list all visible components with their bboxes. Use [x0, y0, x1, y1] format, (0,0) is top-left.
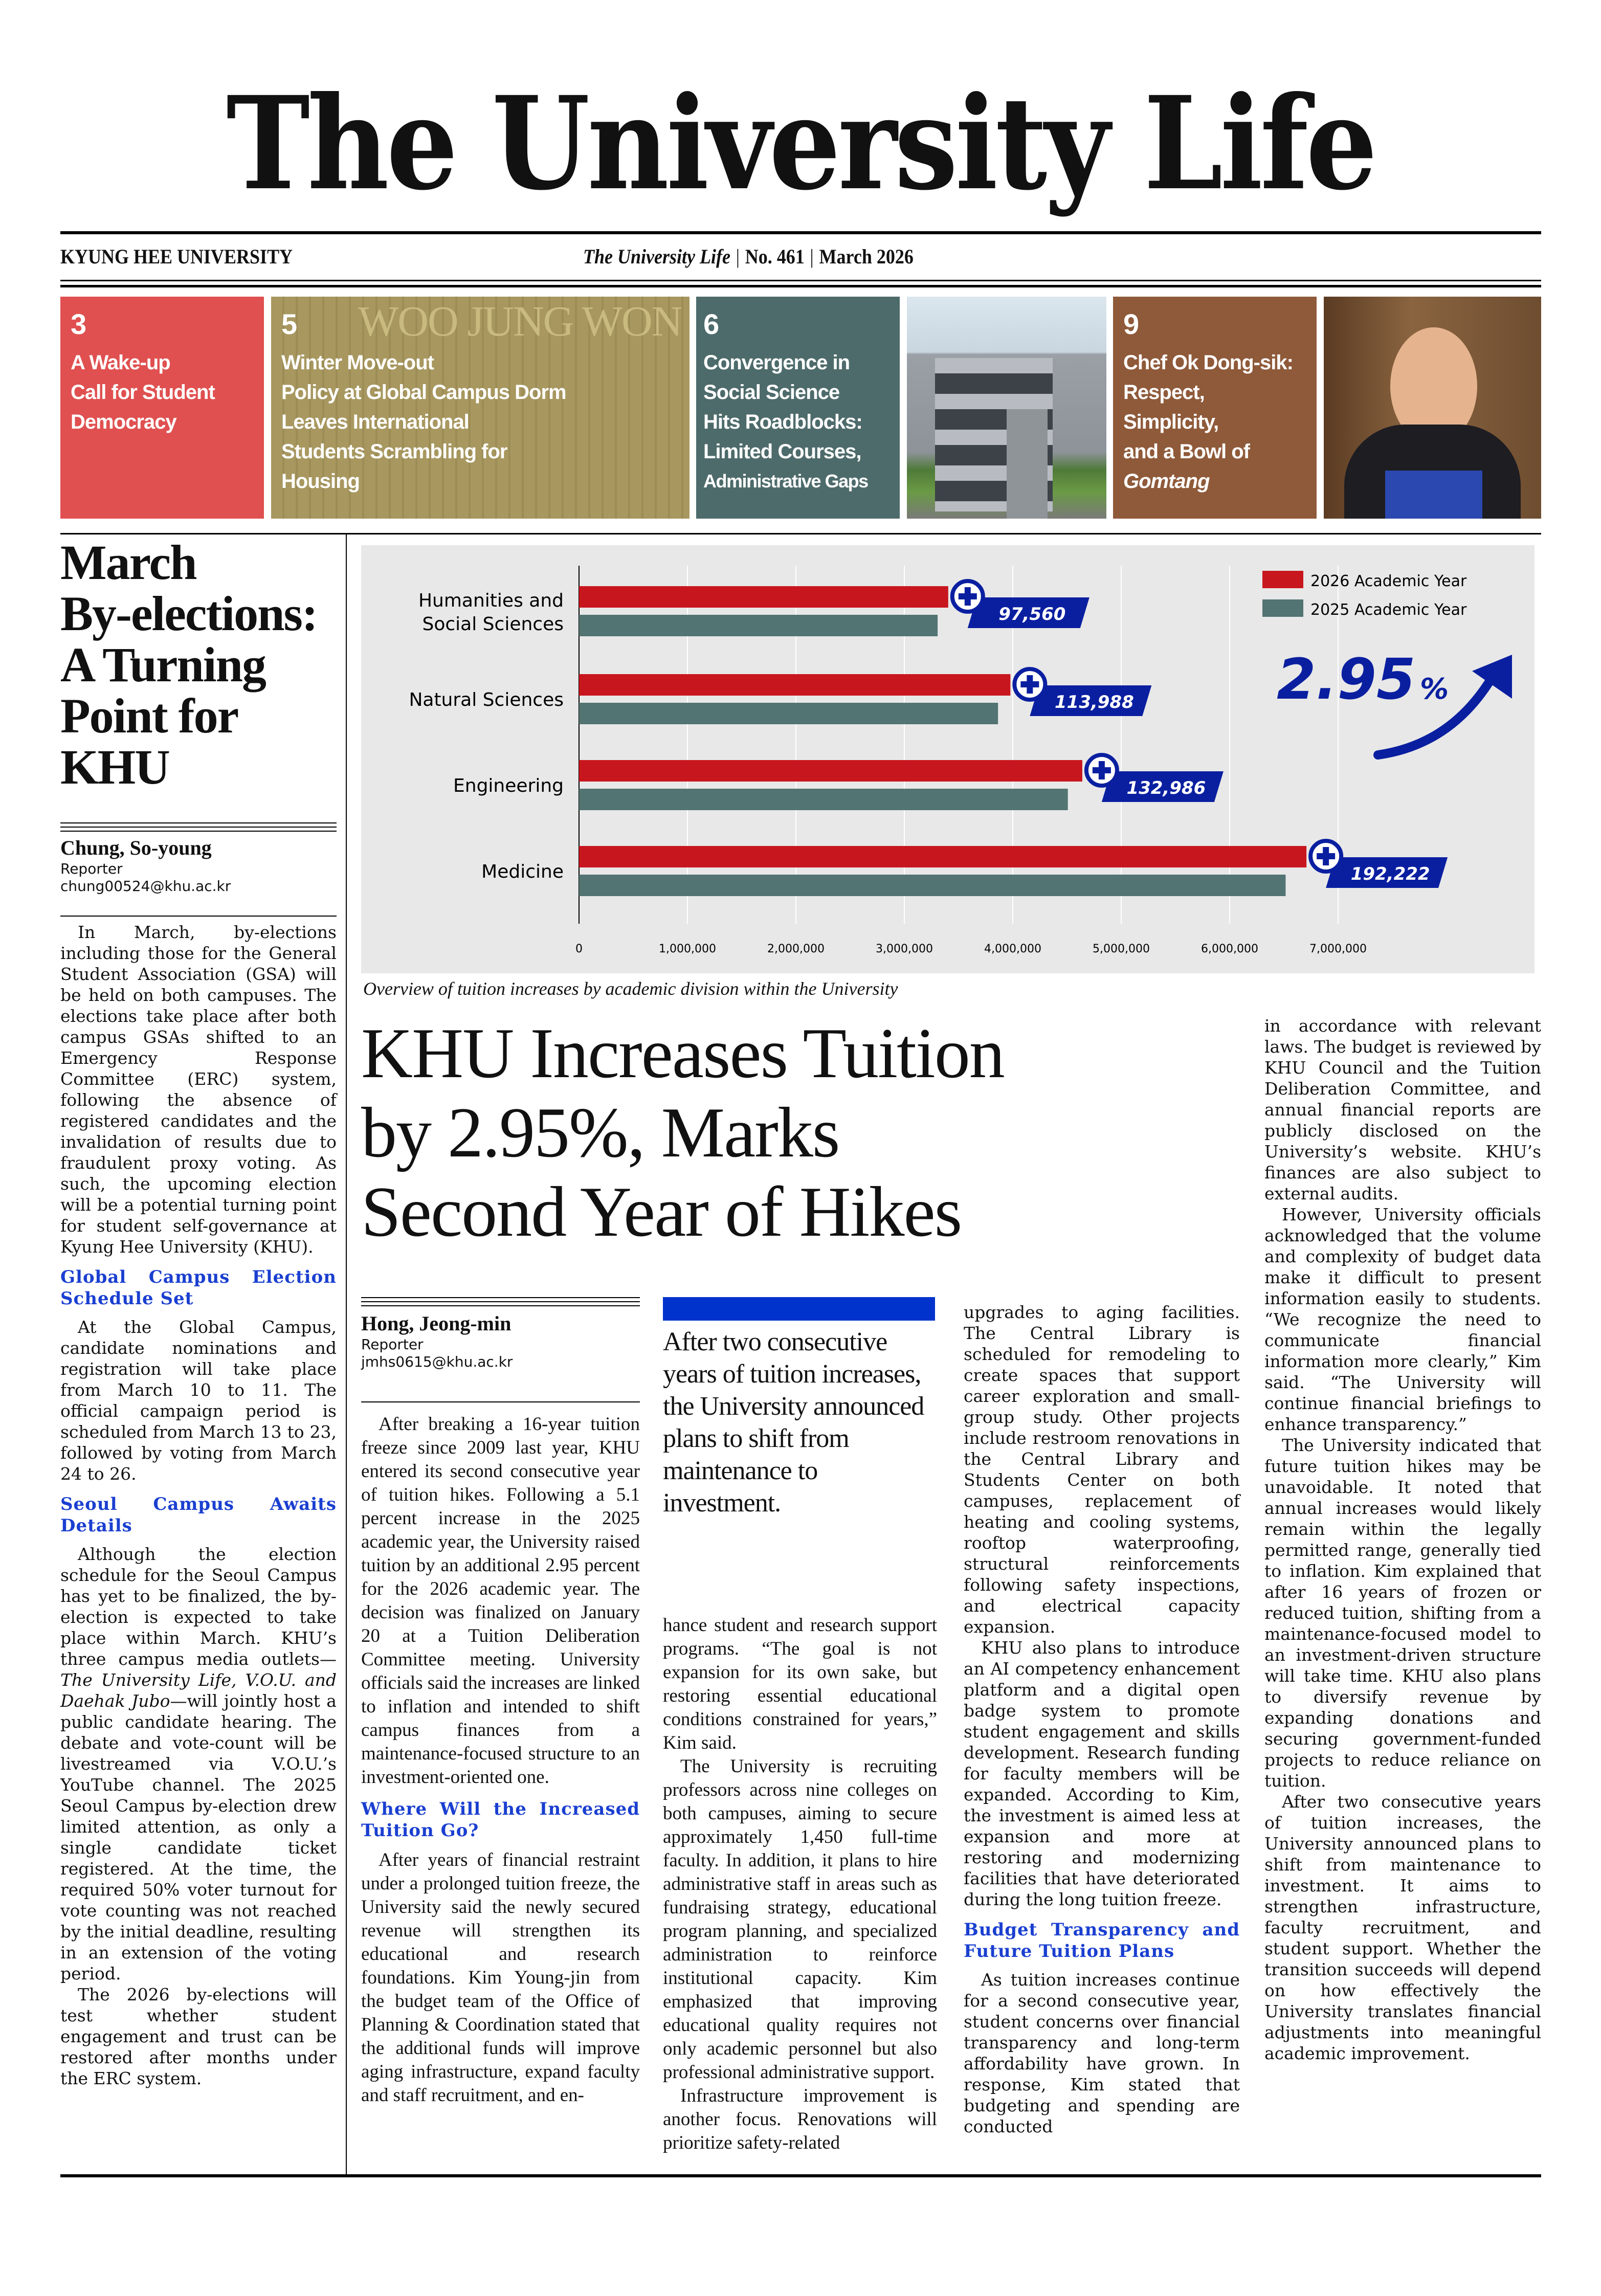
teaser-title-line: Respect, [1123, 381, 1205, 404]
paragraph: The University indicated that future tuition hikes may be unavoidable. It noted that annual increases would likely remain within the legally permitted range, generally tied to inflation. Kim explained that after 16 years of frozen or reduced tuition, shifting from a maintenance-focused model to an investment-driven structure will take time. KHU also plans to diversify revenue by expanding donations and securing government-funded projects to reduce reliance on tuition. [1264, 1435, 1541, 1791]
paragraph: hance student and research support programs. “The goal is not expansion for its own sake, but restoring essential educational conditions constrained for years,” Kim said. [663, 1615, 937, 1753]
header-rule-thick [60, 285, 1541, 287]
teaser-page-number: 5 [281, 308, 298, 340]
headline-line: by 2.95%, Marks [361, 1093, 839, 1172]
paragraph: As tuition increases continue for a second consecutive year, student concerns over financial transparency and long-term affordability have grown. In response, Kim stated that budgeting and spending are conducted [964, 1970, 1240, 2136]
teaser-content [281, 308, 679, 496]
x-tick-label: 1,000,000 [659, 943, 716, 955]
header-rule-thin [60, 280, 1541, 281]
paragraph: The University is recruiting professors across nine colleges on both campuses, aiming to secure approximately 1,450 full-time faculty. In addition, it plans to hire administrative staff in areas such as fundraising strategy, educational program planning, and specialized administration to reinforce institutional capacity. Kim emphasized that improving educational quality requires not only academic personnel but also professional administrative support. [663, 1756, 937, 2083]
main-article-column-1 [361, 1297, 640, 2107]
bar-2025 [579, 875, 1285, 896]
bar-2025 [579, 789, 1068, 810]
text-run: —will jointly host a public candidate hearing. The debate and vote-count will be livestreamed via V.O.U.’s YouTube channel. The 2025 Seoul Campus by-election drew limited attention, as only a single candidate ticket registered. At the time, the required 50% voter turnout for vote counting was not reached by the initial deadline, resulting in an extension of the voting period. [60, 1691, 337, 1983]
main-article-column-3 [964, 1302, 1240, 2137]
italic-text-run: The University Life, V.O.U. and Daehak Jubo [60, 1670, 337, 1711]
bar-2026 [579, 586, 948, 608]
byline-email[interactable]: jmhs0615@khu.ac.kr [361, 1353, 513, 1370]
publication-name: The University Life [583, 245, 730, 268]
x-tick-label: 6,000,000 [1201, 943, 1258, 955]
category-label: Natural Sciences [409, 689, 564, 710]
subheading: Global Campus Election Schedule Set [60, 1267, 337, 1309]
teaser-content [703, 308, 893, 496]
byline-rule [60, 822, 337, 828]
byline-author: Chung, So-young [60, 836, 212, 859]
x-tick-label: 3,000,000 [876, 943, 933, 955]
teaser-content [1123, 308, 1306, 496]
tuition-bar-chart [361, 545, 1535, 973]
plus-icon-horizontal [1093, 767, 1111, 773]
issue-number: No. 461 [745, 245, 805, 268]
issue-date: March 2026 [819, 245, 914, 268]
main-article-column-4 [1264, 1015, 1541, 2064]
subheading: Budget Transparency and Future Tuition Plans [964, 1920, 1240, 1961]
highlight-percent-unit: % [1420, 673, 1449, 706]
column-body [361, 1401, 640, 2107]
pull-quote-text: After two consecutive years of tuition increases, the University announced plans to shift from maintenance to investment. [663, 1327, 924, 1518]
byline-role: Reporter [361, 1336, 424, 1353]
byline-rule [361, 1302, 640, 1306]
teaser-page-number: 3 [71, 308, 87, 340]
pull-quote-bar [663, 1297, 935, 1321]
legend-swatch [1262, 599, 1303, 617]
main-headline [361, 1014, 1231, 1252]
byline-author: Hong, Jeong-min [361, 1312, 512, 1335]
left-article-body [60, 916, 337, 2089]
chef-portrait-photo [1324, 297, 1541, 519]
headline-line: Second Year of Hikes [361, 1172, 962, 1252]
subheading: Seoul Campus Awaits Details [60, 1494, 337, 1536]
byline-role: Reporter [60, 860, 123, 877]
teaser-page-number: 9 [1123, 308, 1140, 340]
teaser-title-line: Social Science [703, 381, 840, 404]
paragraph: upgrades to aging facilities. The Central Library is scheduled for remodeling to create spaces that support career exploration and small-group study. Other projects include restroom renovations in the Central Library and Students Center on both campuses, replacement of heating and cooling systems, rooftop waterproofing, structural reinforcements following safety inspections, and electrical capacity expansion. [964, 1302, 1240, 1637]
teaser-title-line: Call for Student [71, 381, 215, 404]
footer-rule [60, 2174, 1541, 2177]
chart-caption: Overview of tuition increases by academic division within the University [363, 978, 898, 999]
bar-2026 [579, 760, 1082, 782]
headline-line: By-elections: [60, 586, 317, 641]
bar-2026 [579, 846, 1306, 867]
teaser-title-line: Simplicity, [1123, 411, 1219, 433]
plus-icon-horizontal [1020, 681, 1039, 687]
teaser-title-line: A Wake-up [71, 351, 170, 374]
teaser-page-6[interactable] [696, 297, 900, 519]
building-photo [907, 297, 1106, 519]
paragraph: After two consecutive years of tuition increases, the University announced plans to shift from maintenance to investment. It aims to strengthen infrastructure, faculty recruitment, and student support. Whether the transition succeeds will depend on how effectively the University translates financial adjustments into meaningful academic improvement. [1264, 1792, 1541, 2063]
x-tick-label: 2,000,000 [767, 943, 825, 955]
increase-label: 113,988 [1054, 692, 1134, 712]
issue-dateline [583, 244, 914, 269]
teaser-title-line: Limited Courses, [703, 440, 861, 463]
section-rule [60, 533, 1541, 534]
chef-apron [1385, 471, 1482, 519]
paragraph: However, University officials acknowledged that the volume and complexity of budget data make it difficult to present information easily to students. “We recognize the need to communicate financial information more clearly,” Kim said. “The University will continue financial briefings to enhance transparency.” [1264, 1205, 1541, 1434]
x-tick-label: 0 [575, 943, 583, 955]
byline-email[interactable]: chung00524@khu.ac.kr [60, 878, 231, 895]
paragraph: Infrastructure improvement is another focus. Renovations will prioritize safety-related [663, 2085, 937, 2153]
left-article-headline [60, 537, 337, 793]
category-label: Medicine [481, 861, 564, 882]
increase-label: 132,986 [1126, 778, 1206, 798]
teaser-title-line: Hits Roadblocks: [703, 411, 862, 433]
teaser-title-line: Democracy [71, 411, 176, 433]
subheading: Where Will the Increased Tuition Go? [361, 1799, 640, 1841]
separator: | [810, 245, 814, 268]
category-label: Humanities and [418, 590, 564, 611]
dorm-sign-photo-text: WOO JUNG WON [358, 298, 682, 345]
bar-2025 [579, 703, 998, 724]
tuition-chart [361, 545, 1535, 973]
paragraph: KHU also plans to introduce an AI competency enhancement platform and a digital open badge system to promote student engagement and skills development. Research funding for faculty members will be expanded. According to Kim, the investment is aimed less at expansion and more at restoring and modernizing facilities that have deteriorated during the long tuition freeze. [964, 1638, 1240, 1909]
paragraph: After years of financial restraint under a prolonged tuition freeze, the University said the newly secured revenue will strengthen its educational and research foundations. Kim Young-jin from the budget team of the Office of Planning & Coordination stated that the additional funds will improve aging infrastructure, expand faculty and staff recruitment, and en- [361, 1849, 640, 2106]
x-tick-label: 4,000,000 [984, 943, 1041, 955]
byline-rule [60, 828, 337, 832]
teaser-page-9[interactable] [1113, 297, 1317, 519]
headline-line: KHU Increases Tuition [361, 1014, 1004, 1093]
teaser-title-line: Leaves International [281, 411, 469, 433]
bar-2026 [579, 674, 1010, 696]
teaser-title-line: Chef Ok Dong-sik: [1123, 351, 1293, 374]
left-article [60, 537, 337, 2089]
teaser-title-line: Students Scrambling for [281, 440, 507, 463]
left-column-divider [346, 533, 347, 2175]
headline-line: March [60, 535, 196, 590]
paragraph: After breaking a 16-year tuition freeze since 2009 last year, KHU entered its second consecutive year of tuition hikes. Following a 5.1 percent increase in the 2025 academic year, the University raised tuition by an additional 2.95 percent for the 2026 academic year. The decision was finalized on January 20 at a Tuition Deliberation Committee meeting. University officials said the increases are linked to inflation and intended to shift campus finances from a maintenance-focused structure to an investment-oriented one. [361, 1414, 640, 1788]
teaser-title-line: Gomtang [1123, 470, 1210, 493]
teaser-page-3[interactable] [60, 297, 264, 519]
teaser-page-5[interactable] [271, 297, 690, 519]
category-label: Engineering [453, 775, 564, 796]
separator: | [736, 245, 740, 268]
plus-icon-horizontal [959, 593, 977, 599]
teaser-title-line: Policy at Global Campus Dorm [281, 381, 566, 404]
teaser-title-line: Winter Move-out [281, 351, 434, 374]
paragraph: At the Global Campus, candidate nominations and registration will take place from March 10 to 11. The official campaign period is scheduled from March 13 to 23, followed by voting from March 24 to 26. [60, 1317, 337, 1484]
paragraph: The 2026 by-elections will test whether student engagement and trust can be restored after months under the ERC system. [60, 1985, 337, 2088]
paragraph [60, 1544, 337, 1984]
headline-line: A Turning [60, 637, 265, 692]
paragraph: in accordance with relevant laws. The budget is reviewed by KHU Council and the Tuition Deliberation Committee, and annual financial reports are publicly disclosed on the University’s website. KHU’s finances are also subject to external audits. [1264, 1016, 1541, 1203]
masthead-rule [60, 231, 1541, 234]
teaser-title-line: and a Bowl of [1123, 440, 1250, 463]
headline-line: Point for [60, 688, 238, 743]
paragraph: In March, by-elections including those for the General Student Association (GSA) will be held on both campuses. The elections take place after both campus GSAs shifted to an Emergency Response Committee (ERC) system, following the absence of registered candidates and the invalidation of results due to fraudulent proxy voting. As such, the upcoming election will be a potential turning point for student self-governance at Kyung Hee University (KHU). [60, 922, 337, 1257]
headline-line: KHU [60, 740, 169, 794]
plus-icon-horizontal [1317, 853, 1335, 859]
byline-rule [361, 1297, 640, 1302]
increase-label: 97,560 [998, 604, 1066, 625]
teaser-content [71, 308, 254, 437]
category-label: Social Sciences [422, 614, 564, 635]
teaser-title-line: Administrative Gaps [703, 471, 868, 492]
teaser-title-line: Convergence in [703, 351, 850, 374]
text-run: Although the election schedule for the Seoul Campus has yet to be finalized, the by-election is expected to take place within March. KHU’s three campus media outlets— [60, 1544, 337, 1669]
increase-label: 192,222 [1350, 864, 1430, 884]
x-tick-label: 7,000,000 [1309, 943, 1367, 955]
pull-quote [663, 1297, 935, 1519]
legend-label: 2026 Academic Year [1310, 572, 1467, 590]
legend-label: 2025 Academic Year [1310, 601, 1467, 619]
legend-swatch [1262, 571, 1303, 588]
bar-2025 [579, 615, 938, 636]
teaser-page-number: 6 [703, 308, 720, 340]
masthead-logo: The University Life [226, 68, 1375, 218]
x-tick-label: 5,000,000 [1093, 943, 1150, 955]
main-article-column-2 [663, 1614, 937, 2155]
highlight-percent: 2.95 [1277, 647, 1416, 712]
building-tower [1007, 409, 1048, 519]
teaser-title-line: Housing [281, 470, 360, 493]
university-name: KYUNG HEE UNIVERSITY [60, 245, 293, 268]
